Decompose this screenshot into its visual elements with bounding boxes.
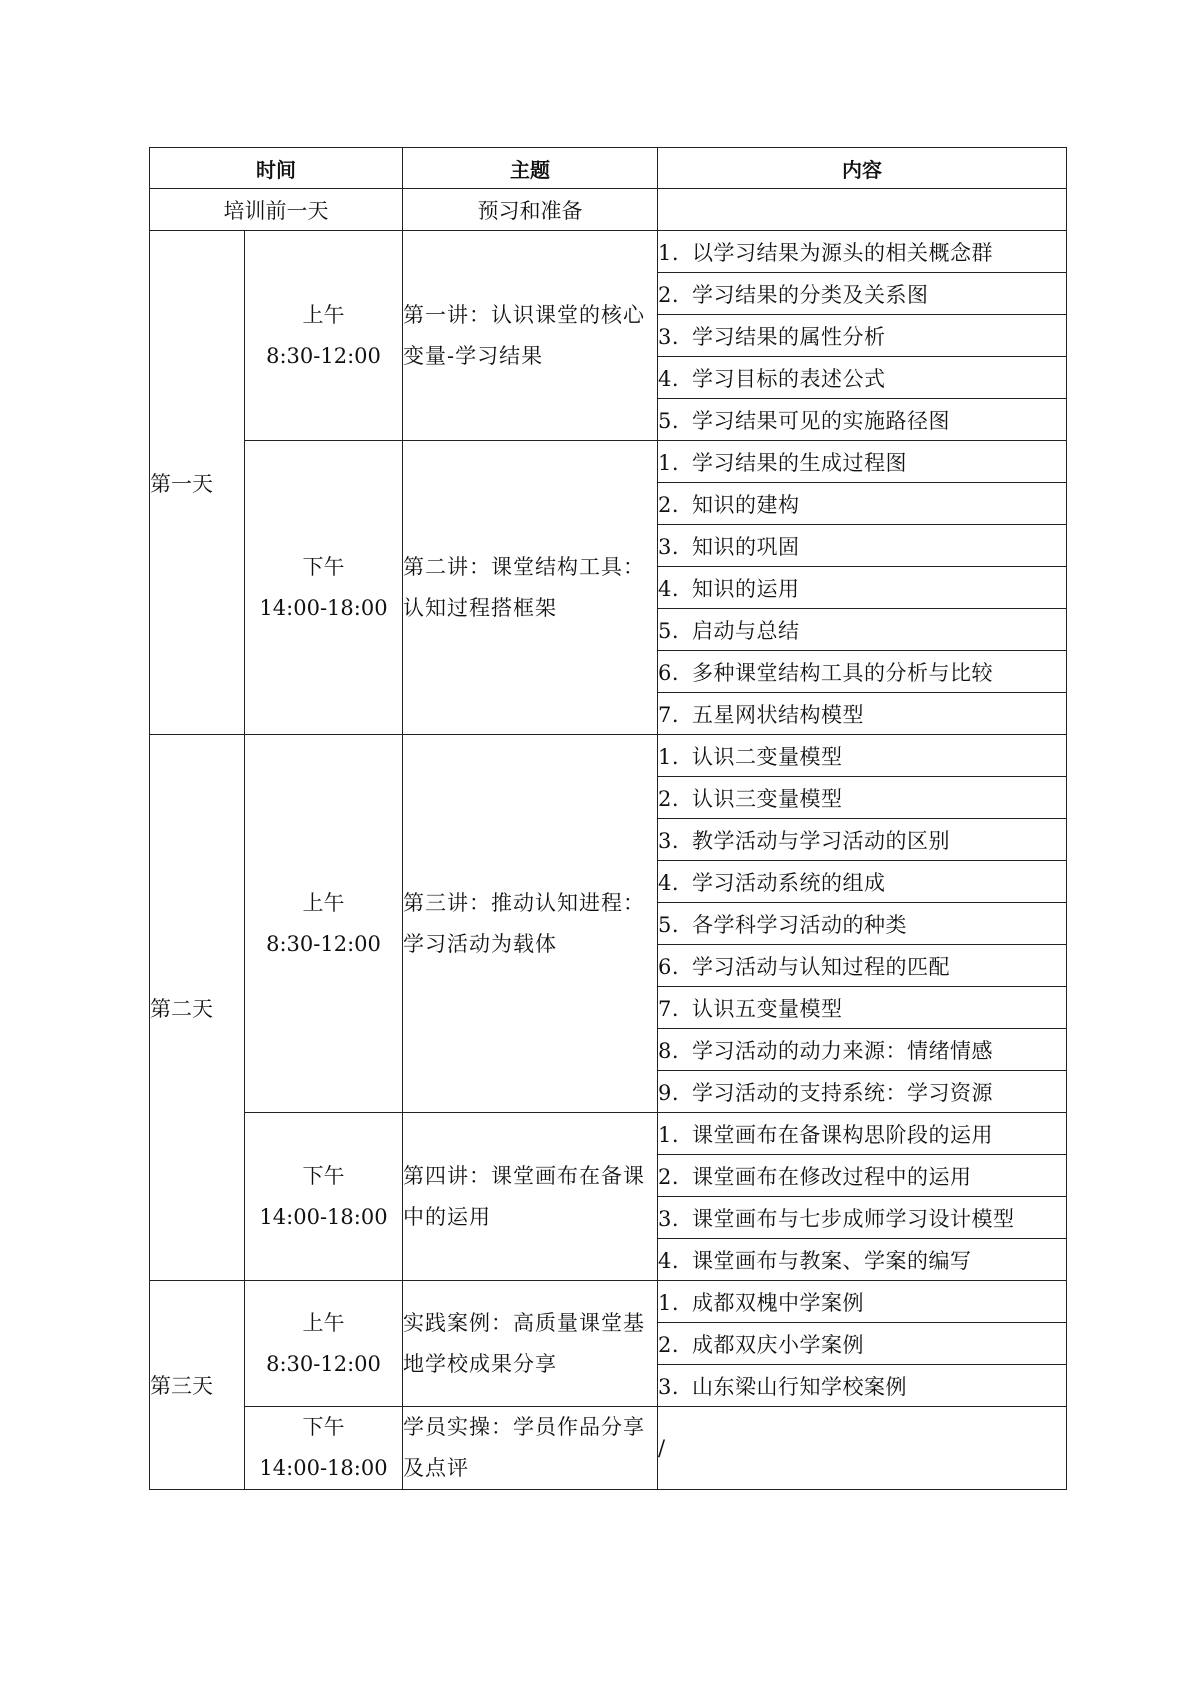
content-item-number: 2.: [658, 492, 680, 517]
content-item-text: 课堂画布与七步成师学习设计模型: [692, 1206, 1015, 1231]
session-time: 8:30-12:00: [266, 343, 381, 368]
session-time: 8:30-12:00: [266, 1351, 381, 1376]
content-item-text: 学习结果的属性分析: [692, 324, 886, 349]
session-topic: 第三讲：推动认知进程：学习活动为载体: [403, 735, 658, 1113]
content-item-number: 2.: [658, 1164, 680, 1189]
content-item-text: 课堂画布在备课构思阶段的运用: [692, 1122, 993, 1147]
day-label: 第二天: [150, 735, 245, 1281]
content-item-text: 学习结果的分类及关系图: [692, 282, 929, 307]
table-row: [150, 1281, 1067, 1323]
session-time-cell: [245, 1407, 403, 1490]
content-item-number: 2.: [658, 282, 680, 307]
content-item-number: 5.: [658, 408, 680, 433]
content-item: [658, 609, 1067, 651]
content-item-number: 1.: [658, 240, 680, 265]
session-time-cell: [245, 1113, 403, 1281]
content-item-text: 学习活动的动力来源：情绪情感: [692, 1038, 993, 1063]
session-topic: 第一讲：认识课堂的核心变量-学习结果: [403, 231, 658, 441]
content-item: [658, 525, 1067, 567]
content-item-text: 以学习结果为源头的相关概念群: [692, 240, 993, 265]
content-item: [658, 273, 1067, 315]
content-item-number: 1.: [658, 744, 680, 769]
content-item-number: 7.: [658, 702, 680, 727]
content-item: [658, 693, 1067, 735]
content-item-text: 成都双庆小学案例: [692, 1332, 864, 1357]
session-period: 上午: [302, 890, 345, 915]
content-item-number: 4.: [658, 1248, 680, 1273]
content-item-text: 教学活动与学习活动的区别: [692, 828, 950, 853]
content-item: [658, 903, 1067, 945]
content-item: [658, 357, 1067, 399]
content-item-number: 3.: [658, 534, 680, 559]
content-item-number: 4.: [658, 870, 680, 895]
content-item-text: 认识二变量模型: [692, 744, 843, 769]
content-item-number: 5.: [658, 618, 680, 643]
content-item: [658, 1281, 1067, 1323]
content-item-text: 知识的运用: [692, 576, 800, 601]
content-item-number: 8.: [658, 1038, 680, 1063]
table-row: [150, 1113, 1067, 1155]
table-row: [150, 1407, 1067, 1449]
content-item: [658, 315, 1067, 357]
content-item: [658, 819, 1067, 861]
content-item-number: 3.: [658, 1206, 680, 1231]
content-item-text: 认识三变量模型: [692, 786, 843, 811]
session-topic: 实践案例：高质量课堂基地学校成果分享: [403, 1281, 658, 1407]
session-period: 上午: [302, 302, 345, 327]
content-item-text: 学习活动的支持系统：学习资源: [692, 1080, 993, 1105]
day-label: 第三天: [150, 1281, 245, 1490]
header-row: [150, 148, 1067, 189]
training-schedule-table: [149, 147, 1067, 1490]
content-item-number: 6.: [658, 954, 680, 979]
content-item-number: 2.: [658, 1332, 680, 1357]
content-item-number: 6.: [658, 660, 680, 685]
content-item-text: 学习结果的生成过程图: [692, 450, 907, 475]
content-item-text: 认识五变量模型: [692, 996, 843, 1021]
content-item: [658, 1113, 1067, 1155]
content-item: [658, 1155, 1067, 1197]
session-topic: 第二讲：课堂结构工具：认知过程搭框架: [403, 441, 658, 735]
session-time-cell: [245, 1281, 403, 1407]
content-item: [658, 1239, 1067, 1281]
content-item-text: 学习活动系统的组成: [692, 870, 886, 895]
header-topic: 主题: [403, 148, 658, 189]
session-period: 下午: [302, 1415, 345, 1439]
session-topic: 学员实操：学员作品分享及点评: [403, 1407, 658, 1490]
content-item-number: 4.: [658, 366, 680, 391]
content-item-text: 知识的建构: [692, 492, 800, 517]
pre-day-topic: 预习和准备: [403, 189, 658, 231]
pre-day-content: [658, 189, 1067, 231]
table-row: [150, 441, 1067, 483]
pre-day-row: [150, 189, 1067, 231]
content-item-text: 山东梁山行知学校案例: [692, 1374, 907, 1399]
content-item: [658, 1197, 1067, 1239]
content-item-text: 成都双槐中学案例: [692, 1290, 864, 1315]
content-item-text: 课堂画布在修改过程中的运用: [692, 1164, 972, 1189]
content-item: [658, 1029, 1067, 1071]
content-item-text: 课堂画布与教案、学案的编写: [692, 1248, 972, 1273]
content-item: [658, 861, 1067, 903]
content-item-text: 学习活动与认知过程的匹配: [692, 954, 950, 979]
session-time-cell: [245, 735, 403, 1113]
content-item-text: 学习结果可见的实施路径图: [692, 408, 950, 433]
content-item: [658, 231, 1067, 273]
session-period: 上午: [302, 1310, 345, 1335]
session-content: /: [658, 1407, 1067, 1490]
content-item-text: 多种课堂结构工具的分析与比较: [692, 660, 993, 685]
session-time-cell: [245, 231, 403, 441]
content-item-number: 1.: [658, 1290, 680, 1315]
session-period: 下午: [302, 1163, 345, 1188]
content-item: [658, 1323, 1067, 1365]
content-item-number: 3.: [658, 828, 680, 853]
content-item: [658, 735, 1067, 777]
session-time: 14:00-18:00: [259, 595, 388, 620]
session-topic: 第四讲：课堂画布在备课中的运用: [403, 1113, 658, 1281]
content-item-text: 学习目标的表述公式: [692, 366, 886, 391]
content-item: [658, 777, 1067, 819]
content-item-number: 3.: [658, 324, 680, 349]
content-item-number: 9.: [658, 1080, 680, 1105]
content-item: [658, 987, 1067, 1029]
session-time: 8:30-12:00: [266, 931, 381, 956]
session-period: 下午: [302, 554, 345, 579]
table-row: [150, 231, 1067, 273]
content-item: [658, 441, 1067, 483]
content-item: [658, 1365, 1067, 1407]
content-item: [658, 399, 1067, 441]
content-item: [658, 651, 1067, 693]
day-label: 第一天: [150, 231, 245, 735]
content-item-number: 4.: [658, 576, 680, 601]
content-item: [658, 1071, 1067, 1113]
content-item: [658, 483, 1067, 525]
session-time: 14:00-18:00: [259, 1456, 388, 1480]
header-content: 内容: [658, 148, 1067, 189]
session-time-cell: [245, 441, 403, 735]
content-item-number: 3.: [658, 1374, 680, 1399]
content-item: [658, 945, 1067, 987]
content-item-number: 7.: [658, 996, 680, 1021]
content-item-text: 知识的巩固: [692, 534, 800, 559]
header-time: 时间: [150, 148, 403, 189]
content-item-number: 1.: [658, 1122, 680, 1147]
content-item-number: 2.: [658, 786, 680, 811]
content-item-number: 1.: [658, 450, 680, 475]
content-item: [658, 567, 1067, 609]
session-time: 14:00-18:00: [259, 1204, 388, 1229]
table-row: [150, 735, 1067, 777]
content-item-text: 启动与总结: [692, 618, 800, 643]
pre-day-label: 培训前一天: [150, 189, 403, 231]
content-item-number: 5.: [658, 912, 680, 937]
content-item-text: 五星网状结构模型: [692, 702, 864, 727]
content-item-text: 各学科学习活动的种类: [692, 912, 907, 937]
